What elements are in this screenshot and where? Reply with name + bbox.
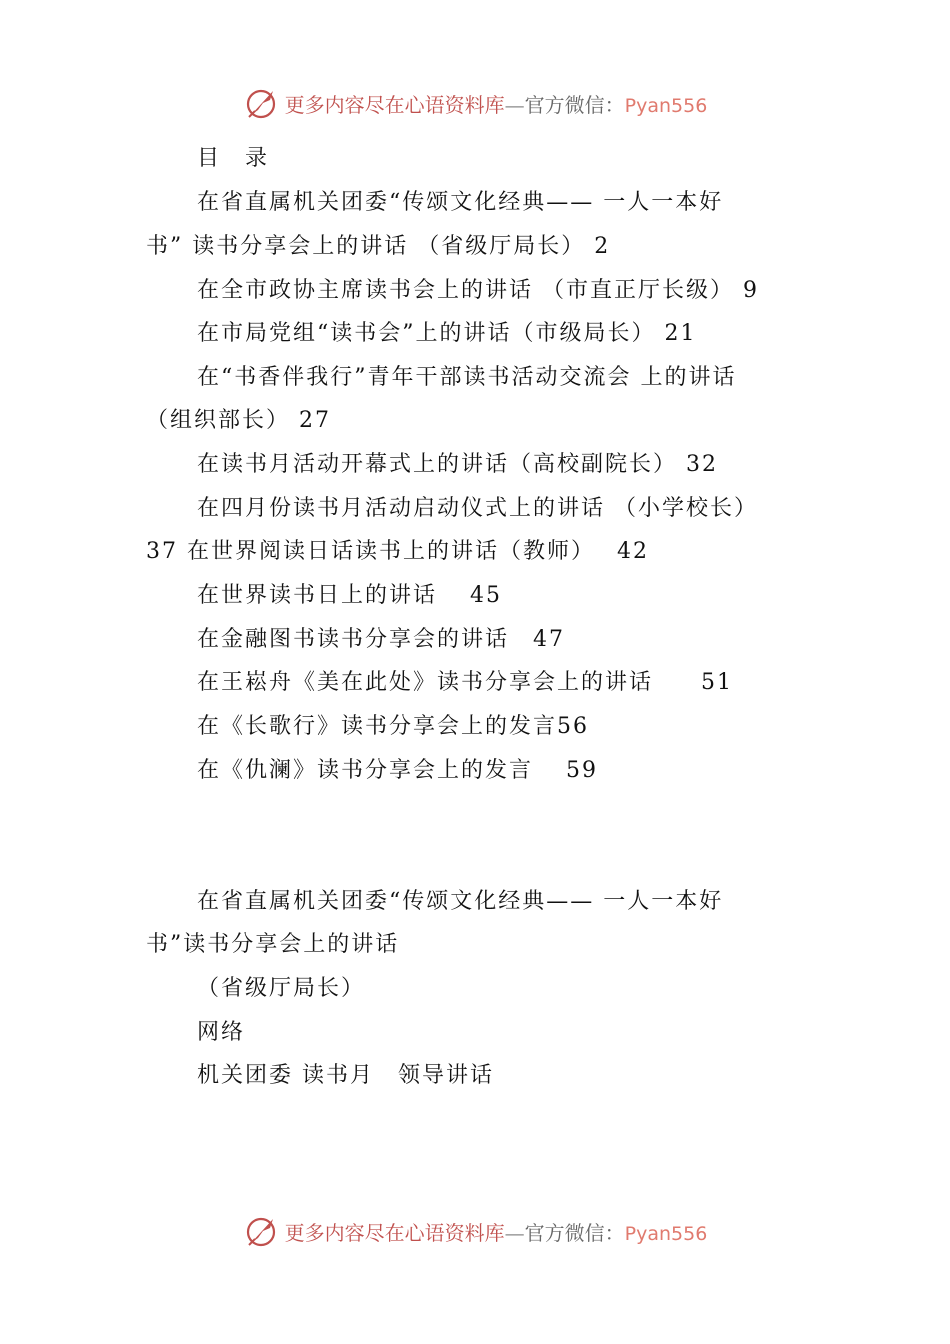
toc-line: 37 在世界阅读日话读书上的讲话（教师） 42 [146, 539, 649, 564]
quill-pen-circle-icon [243, 1213, 279, 1249]
toc-line: 在《仇澜》读书分享会上的发言 59 [197, 758, 598, 783]
toc-line: 在市局党组“读书会”上的讲话（市级局长） 21 [197, 321, 697, 346]
article-author-role: （省级厅局长） [197, 976, 366, 1001]
article-source: 网络 [197, 1020, 246, 1045]
banner-site: 更多内容尽在心语资料库 [284, 92, 505, 117]
article-title-line1: 在省直属机关团委“传颂文化经典—— 一人一本好 [197, 889, 724, 914]
banner-account: Pyan556 [624, 94, 708, 117]
toc-line: 在全市政协主席读书会上的讲话 （市直正厅长级） 9 [197, 278, 759, 303]
article-title-line2: 书”读书分享会上的讲话 [146, 932, 400, 957]
toc-line: （组织部长） 27 [146, 408, 331, 433]
banner-wechat-label: 官方微信： [524, 92, 625, 117]
quill-pen-circle-icon [243, 85, 279, 121]
toc-line: 书” 读书分享会上的讲话 （省级厅局长） 2 [146, 234, 611, 259]
toc-line: 在金融图书读书分享会的讲话 47 [197, 627, 565, 652]
toc-line: 在省直属机关团委“传颂文化经典—— 一人一本好 [197, 190, 724, 215]
toc-line: 在四月份读书月活动启动仪式上的讲话 （小学校长） [197, 496, 758, 521]
footer-banner [0, 1211, 950, 1251]
toc-line: 在《长歌行》读书分享会上的发言56 [197, 714, 589, 739]
banner-dash: — [504, 92, 525, 117]
banner-dash: — [504, 1220, 525, 1245]
banner-account: Pyan556 [624, 1222, 708, 1245]
article-tags: 机关团委 读书月 领导讲话 [197, 1063, 494, 1088]
toc-heading: 目 录 [197, 146, 270, 171]
toc-line: 在世界读书日上的讲话 45 [197, 583, 502, 608]
toc-line: 在读书月活动开幕式上的讲话（高校副院长） 32 [197, 452, 718, 477]
toc-line: 在王崧舟《美在此处》读书分享会上的讲话 51 [197, 670, 733, 695]
banner-wechat-label: 官方微信： [524, 1220, 625, 1245]
toc-line: 在“书香伴我行”青年干部读书活动交流会 上的讲话 [197, 365, 737, 390]
banner-text [285, 89, 708, 118]
banner-text [285, 1217, 708, 1246]
header-banner [0, 83, 950, 123]
banner-site: 更多内容尽在心语资料库 [284, 1220, 505, 1245]
